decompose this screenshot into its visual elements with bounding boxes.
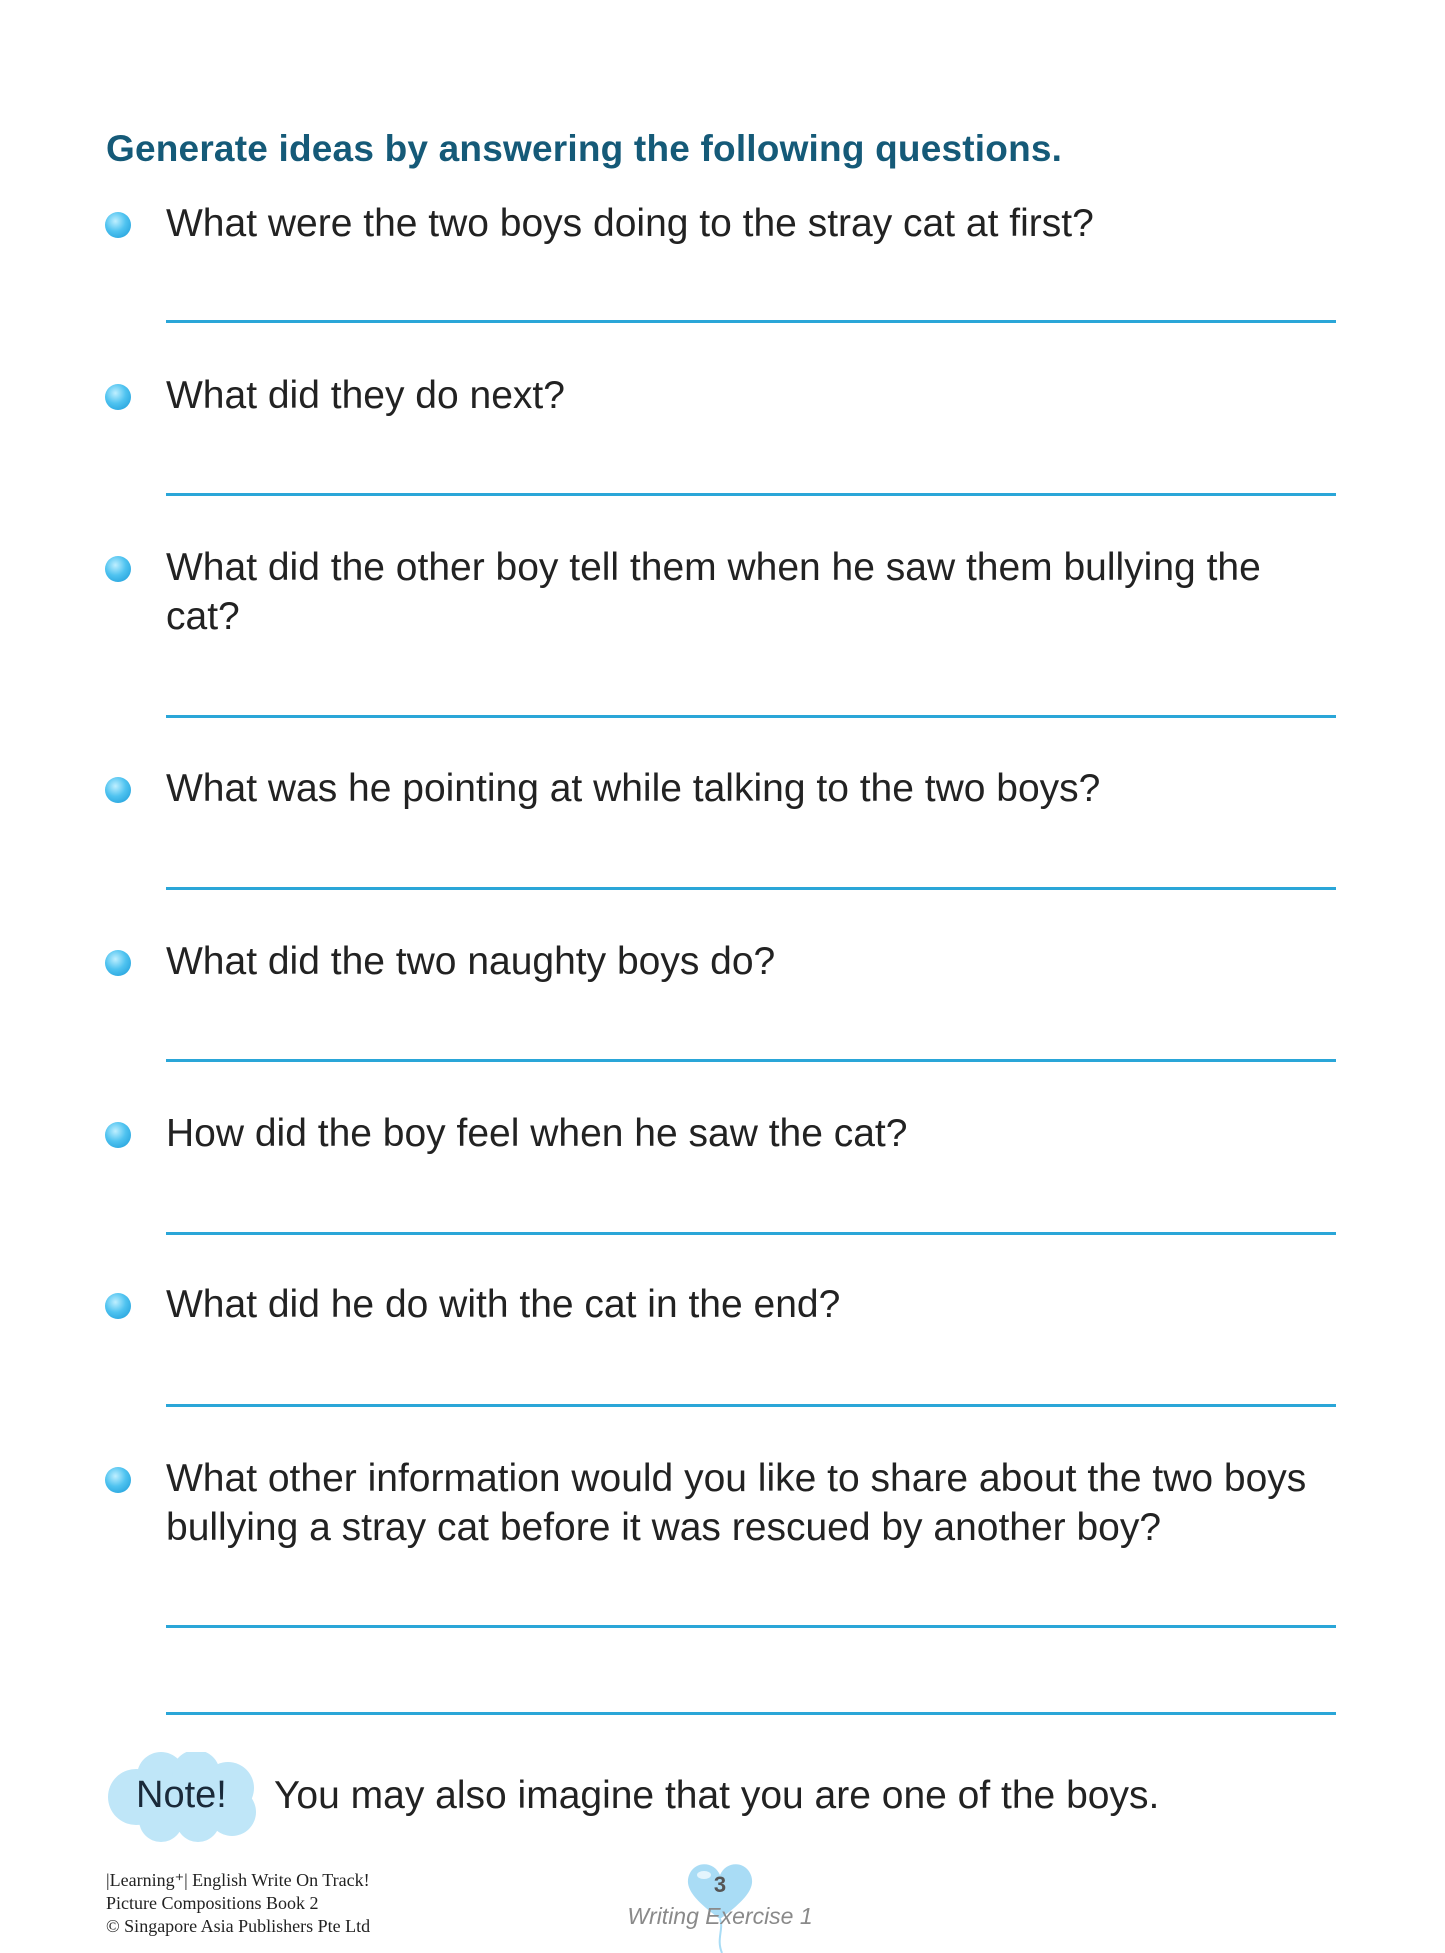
bullet-icon (105, 556, 131, 582)
answer-line-6[interactable] (166, 1232, 1336, 1235)
footer-series-title: |Learning⁺| English Write On Track! (106, 1870, 370, 1890)
page-heading: Generate ideas by answering the following questions. (106, 128, 1063, 169)
footer-copyright: © Singapore Asia Publishers Pte Ltd (106, 1916, 371, 1936)
answer-line-4[interactable] (166, 887, 1336, 890)
answer-line-3[interactable] (166, 715, 1336, 718)
bullet-icon (105, 1293, 131, 1319)
question-2: What did they do next? (166, 374, 565, 417)
bullet-icon (105, 384, 131, 410)
answer-line-8b[interactable] (166, 1712, 1336, 1715)
footer-publisher-info (106, 1869, 370, 1938)
question-3: What did the other boy tell them when he saw them bullying the cat? (166, 546, 1261, 638)
question-6: How did the boy feel when he saw the cat? (166, 1112, 908, 1155)
question-5: What did the two naughty boys do? (166, 940, 776, 983)
page-number: 3 (713, 1872, 727, 1897)
footer-book-title: Picture Compositions Book 2 (106, 1893, 319, 1913)
answer-line-7[interactable] (166, 1404, 1336, 1407)
exercise-label: Writing Exercise 1 (627, 1903, 813, 1929)
question-4: What was he pointing at while talking to the two boys? (166, 767, 1101, 810)
bullet-icon (105, 1122, 131, 1148)
answer-line-8a[interactable] (166, 1625, 1336, 1628)
note-text: You may also imagine that you are one of the boys. (274, 1774, 1160, 1817)
note-label: Note! (136, 1774, 227, 1816)
bullet-icon (105, 212, 131, 238)
bullet-icon (105, 950, 131, 976)
answer-line-2[interactable] (166, 493, 1336, 496)
question-8: What other information would you like to share about the two boys bullying a stray cat before it was rescued by another boy? (166, 1457, 1307, 1549)
answer-line-5[interactable] (166, 1059, 1336, 1062)
answer-line-1[interactable] (166, 320, 1336, 323)
question-1: What were the two boys doing to the stray cat at first? (166, 202, 1094, 245)
question-7: What did he do with the cat in the end? (166, 1283, 841, 1326)
bullet-icon (105, 1467, 131, 1493)
bullet-icon (105, 777, 131, 803)
